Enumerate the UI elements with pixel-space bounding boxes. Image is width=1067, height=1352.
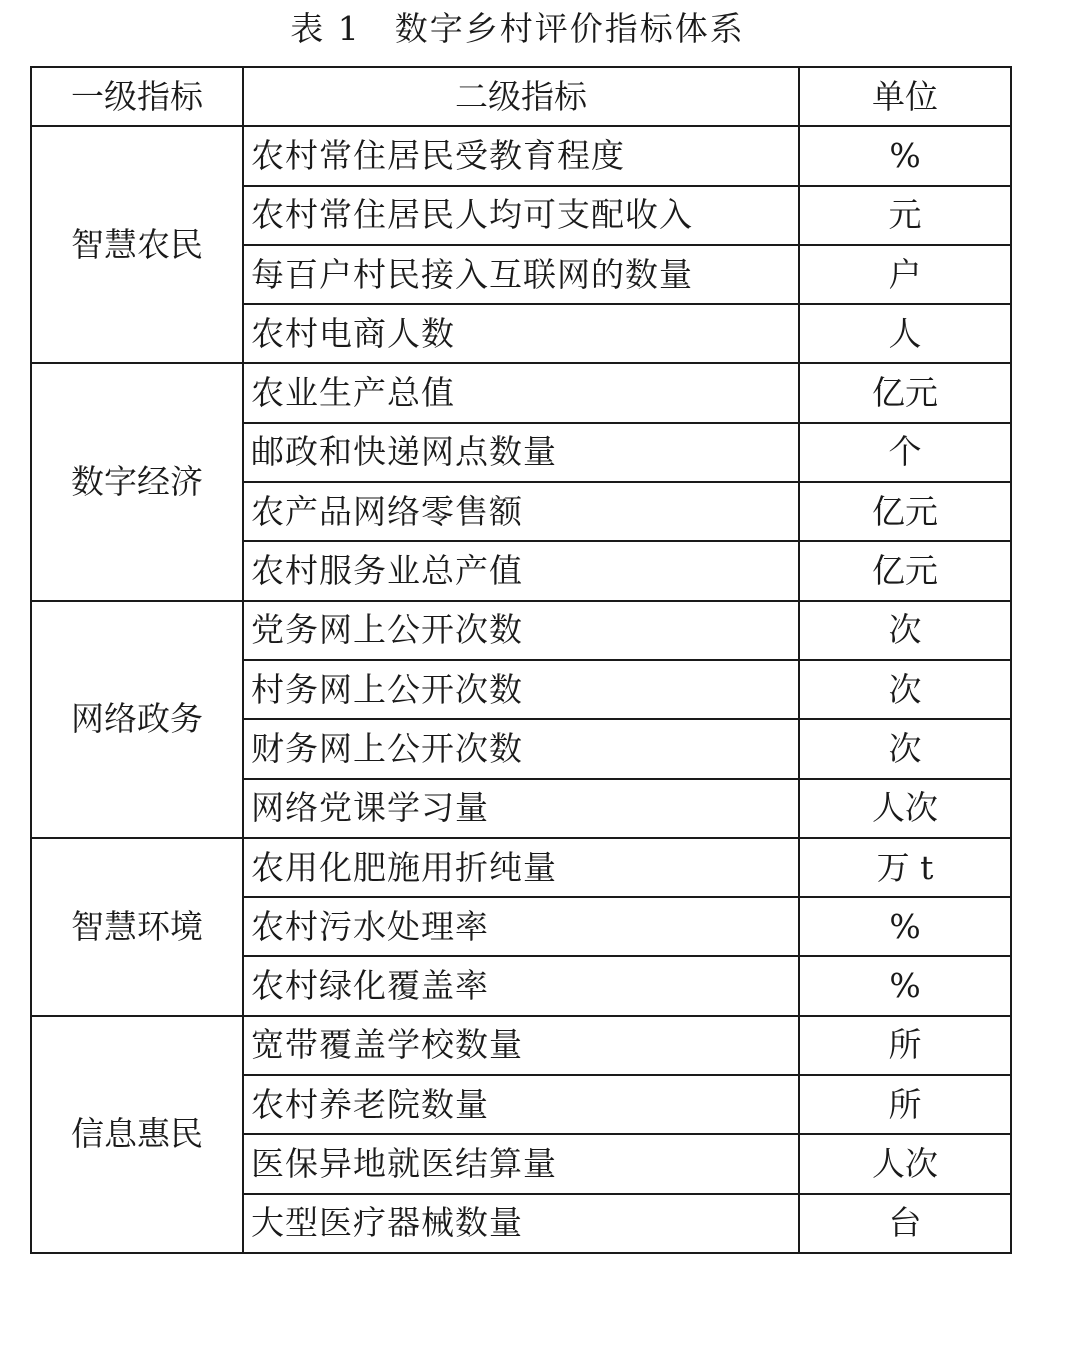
unit-cell: 所	[799, 1075, 1011, 1134]
secondary-indicator-cell: 农业生产总值	[243, 363, 799, 422]
header-primary-indicator: 一级指标	[31, 67, 243, 126]
secondary-indicator-cell: 每百户村民接入互联网的数量	[243, 245, 799, 304]
unit-cell: %	[799, 126, 1011, 185]
secondary-indicator-cell: 大型医疗器械数量	[243, 1194, 799, 1253]
unit-cell: %	[799, 897, 1011, 956]
unit-cell: 个	[799, 423, 1011, 482]
unit-cell: 户	[799, 245, 1011, 304]
table-row	[31, 126, 1011, 185]
primary-indicator-cell: 智慧农民	[31, 126, 243, 363]
unit-cell: 人	[799, 304, 1011, 363]
header-secondary-indicator: 二级指标	[243, 67, 799, 126]
secondary-indicator-cell: 宽带覆盖学校数量	[243, 1016, 799, 1075]
secondary-indicator-cell: 农村绿化覆盖率	[243, 956, 799, 1015]
unit-cell: 亿元	[799, 541, 1011, 600]
secondary-indicator-cell: 农村常住居民受教育程度	[243, 126, 799, 185]
primary-indicator-cell: 网络政务	[31, 601, 243, 838]
unit-cell: 所	[799, 1016, 1011, 1075]
unit-cell: 人次	[799, 779, 1011, 838]
primary-indicator-cell: 信息惠民	[31, 1016, 243, 1253]
unit-cell: 亿元	[799, 363, 1011, 422]
unit-cell: 次	[799, 660, 1011, 719]
header-row	[31, 67, 1011, 126]
unit-cell: 亿元	[799, 482, 1011, 541]
table-number: 表 1	[290, 9, 361, 48]
secondary-indicator-cell: 农村养老院数量	[243, 1075, 799, 1134]
secondary-indicator-cell: 农村电商人数	[243, 304, 799, 363]
unit-cell: 人次	[799, 1134, 1011, 1193]
unit-cell: 次	[799, 719, 1011, 778]
unit-cell: %	[799, 956, 1011, 1015]
secondary-indicator-cell: 村务网上公开次数	[243, 660, 799, 719]
secondary-indicator-cell: 农村污水处理率	[243, 897, 799, 956]
secondary-indicator-cell: 农村服务业总产值	[243, 541, 799, 600]
unit-cell: 万 t	[799, 838, 1011, 897]
secondary-indicator-cell: 党务网上公开次数	[243, 601, 799, 660]
header-unit: 单位	[799, 67, 1011, 126]
table-row	[31, 363, 1011, 422]
primary-indicator-cell: 数字经济	[31, 363, 243, 600]
table-title: 数字乡村评价指标体系	[394, 9, 745, 48]
secondary-indicator-cell: 农产品网络零售额	[243, 482, 799, 541]
secondary-indicator-cell: 财务网上公开次数	[243, 719, 799, 778]
unit-cell: 次	[799, 601, 1011, 660]
indicator-table	[30, 66, 1012, 1254]
table-row	[31, 838, 1011, 897]
unit-cell: 台	[799, 1194, 1011, 1253]
table-row	[31, 601, 1011, 660]
table-caption	[0, 6, 1035, 52]
secondary-indicator-cell: 邮政和快递网点数量	[243, 423, 799, 482]
primary-indicator-cell: 智慧环境	[31, 838, 243, 1016]
secondary-indicator-cell: 医保异地就医结算量	[243, 1134, 799, 1193]
table-row	[31, 1016, 1011, 1075]
secondary-indicator-cell: 农用化肥施用折纯量	[243, 838, 799, 897]
unit-cell: 元	[799, 186, 1011, 245]
secondary-indicator-cell: 网络党课学习量	[243, 779, 799, 838]
secondary-indicator-cell: 农村常住居民人均可支配收入	[243, 186, 799, 245]
